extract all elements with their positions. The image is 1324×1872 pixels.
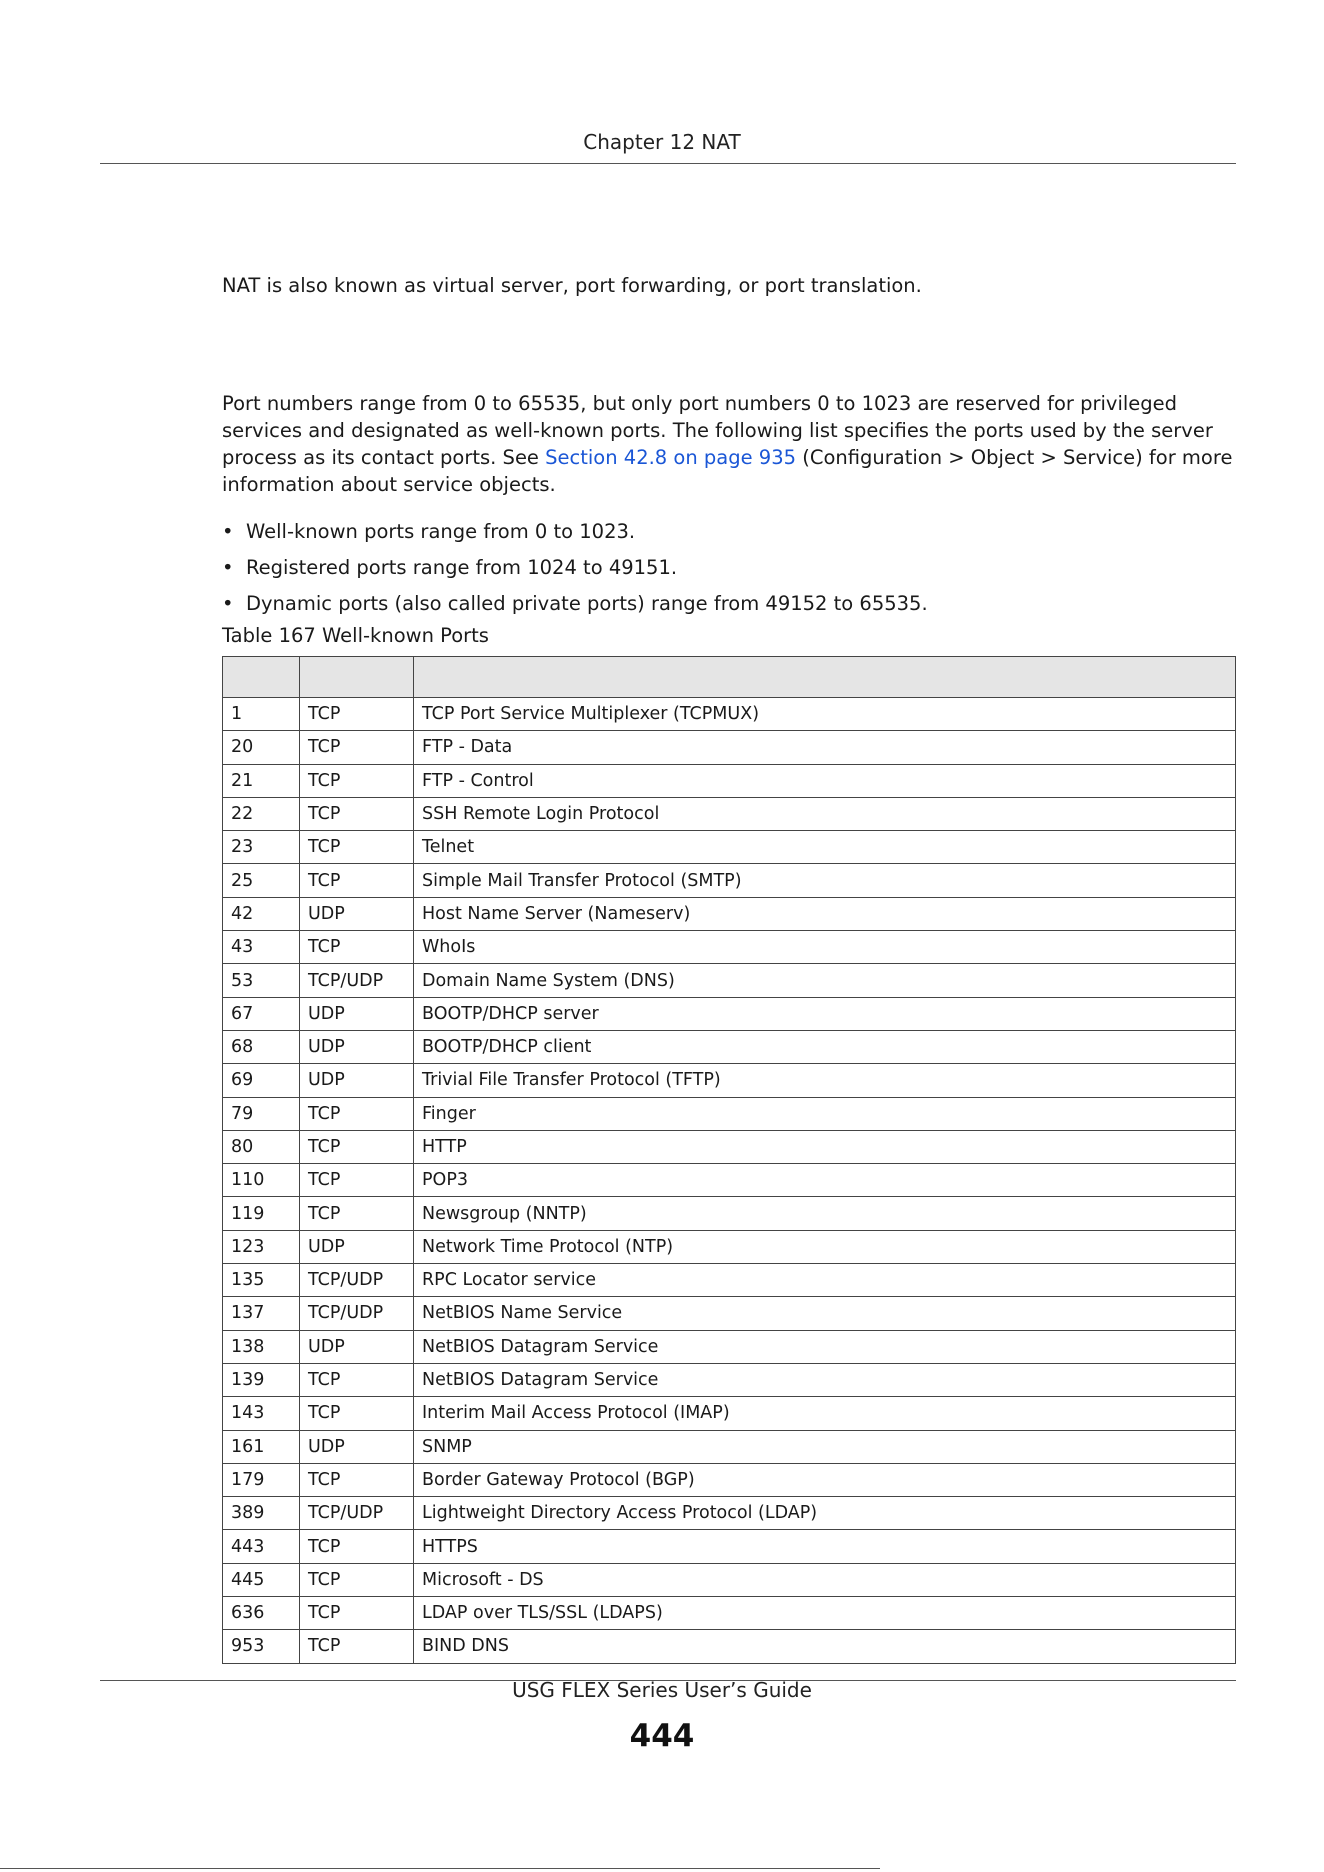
- protocol-cell: TCP: [300, 1630, 414, 1663]
- port-cell: 20: [223, 731, 300, 764]
- protocol-cell: TCP: [300, 797, 414, 830]
- service-cell: Simple Mail Transfer Protocol (SMTP): [414, 864, 1236, 897]
- table-row: [223, 1164, 1236, 1197]
- header-cell: [300, 657, 414, 698]
- protocol-cell: UDP: [300, 997, 414, 1030]
- table-row: [223, 1130, 1236, 1163]
- port-cell: 22: [223, 797, 300, 830]
- table-body: [223, 698, 1236, 1664]
- protocol-cell: TCP: [300, 1597, 414, 1630]
- service-cell: Trivial File Transfer Protocol (TFTP): [414, 1064, 1236, 1097]
- service-cell: BOOTP/DHCP client: [414, 1030, 1236, 1063]
- table-caption: Table 167 Well-known Ports: [222, 624, 489, 647]
- protocol-cell: TCP: [300, 1563, 414, 1596]
- service-cell: Telnet: [414, 831, 1236, 864]
- table-row: [223, 997, 1236, 1030]
- service-cell: FTP - Control: [414, 764, 1236, 797]
- table-row: [223, 1597, 1236, 1630]
- service-cell: HTTPS: [414, 1530, 1236, 1563]
- service-cell: Host Name Server (Nameserv): [414, 897, 1236, 930]
- protocol-cell: TCP: [300, 1397, 414, 1430]
- header-cell: [223, 657, 300, 698]
- port-cell: 179: [223, 1463, 300, 1496]
- table-row: [223, 731, 1236, 764]
- service-cell: Domain Name System (DNS): [414, 964, 1236, 997]
- port-cell: 161: [223, 1430, 300, 1463]
- table-row: [223, 1630, 1236, 1663]
- protocol-cell: UDP: [300, 1430, 414, 1463]
- port-cell: 79: [223, 1097, 300, 1130]
- protocol-cell: TCP: [300, 931, 414, 964]
- service-cell: Finger: [414, 1097, 1236, 1130]
- service-cell: Network Time Protocol (NTP): [414, 1230, 1236, 1263]
- table-row: [223, 1030, 1236, 1063]
- port-cell: 68: [223, 1030, 300, 1063]
- service-cell: SNMP: [414, 1430, 1236, 1463]
- list-item: [222, 518, 1236, 545]
- protocol-cell: UDP: [300, 1230, 414, 1263]
- port-cell: 1: [223, 698, 300, 731]
- table-row: [223, 1264, 1236, 1297]
- port-cell: 67: [223, 997, 300, 1030]
- protocol-cell: TCP: [300, 1530, 414, 1563]
- service-cell: NetBIOS Name Service: [414, 1297, 1236, 1330]
- table-row: [223, 698, 1236, 731]
- service-cell: WhoIs: [414, 931, 1236, 964]
- service-cell: FTP - Data: [414, 731, 1236, 764]
- table-row: [223, 831, 1236, 864]
- service-cell: Newsgroup (NNTP): [414, 1197, 1236, 1230]
- table-row: [223, 797, 1236, 830]
- protocol-cell: TCP: [300, 1363, 414, 1396]
- protocol-cell: TCP: [300, 1130, 414, 1163]
- protocol-cell: TCP/UDP: [300, 1297, 414, 1330]
- port-cell: 110: [223, 1164, 300, 1197]
- port-range-list: [222, 518, 1236, 626]
- bullet-icon: •: [222, 556, 234, 579]
- service-cell: LDAP over TLS/SSL (LDAPS): [414, 1597, 1236, 1630]
- port-cell: 25: [223, 864, 300, 897]
- port-cell: 139: [223, 1363, 300, 1396]
- service-cell: SSH Remote Login Protocol: [414, 797, 1236, 830]
- protocol-cell: TCP: [300, 764, 414, 797]
- port-cell: 636: [223, 1597, 300, 1630]
- list-item-text: Well-known ports range from 0 to 1023.: [246, 520, 636, 543]
- service-cell: BIND DNS: [414, 1630, 1236, 1663]
- section-link[interactable]: Section 42.8 on page 935: [545, 446, 797, 469]
- service-cell: POP3: [414, 1164, 1236, 1197]
- port-cell: 53: [223, 964, 300, 997]
- table-row: [223, 764, 1236, 797]
- table-row: [223, 1530, 1236, 1563]
- table-row: [223, 964, 1236, 997]
- list-item-text: Registered ports range from 1024 to 49151.: [246, 556, 678, 579]
- port-cell: 138: [223, 1330, 300, 1363]
- service-cell: Microsoft - DS: [414, 1563, 1236, 1596]
- service-cell: HTTP: [414, 1130, 1236, 1163]
- port-cell: 443: [223, 1530, 300, 1563]
- port-cell: 69: [223, 1064, 300, 1097]
- service-cell: Lightweight Directory Access Protocol (LDAP): [414, 1497, 1236, 1530]
- table-row: [223, 1297, 1236, 1330]
- table-row: [223, 931, 1236, 964]
- header-rule: [100, 163, 1236, 164]
- protocol-cell: TCP/UDP: [300, 1264, 414, 1297]
- port-cell: 23: [223, 831, 300, 864]
- table-row: [223, 1197, 1236, 1230]
- port-cell: 953: [223, 1630, 300, 1663]
- header-cell: [414, 657, 1236, 698]
- chapter-title: Chapter 12 NAT: [583, 130, 741, 154]
- list-item: [222, 590, 1236, 617]
- table-row: [223, 1563, 1236, 1596]
- port-cell: 42: [223, 897, 300, 930]
- service-cell: NetBIOS Datagram Service: [414, 1330, 1236, 1363]
- protocol-cell: TCP/UDP: [300, 1497, 414, 1530]
- protocol-cell: TCP: [300, 698, 414, 731]
- port-cell: 389: [223, 1497, 300, 1530]
- port-cell: 445: [223, 1563, 300, 1596]
- port-cell: 135: [223, 1264, 300, 1297]
- protocol-cell: UDP: [300, 1064, 414, 1097]
- table-row: [223, 1363, 1236, 1396]
- table-header-row: [223, 657, 1236, 698]
- service-cell: NetBIOS Datagram Service: [414, 1363, 1236, 1396]
- port-cell: 80: [223, 1130, 300, 1163]
- protocol-cell: UDP: [300, 897, 414, 930]
- service-cell: RPC Locator service: [414, 1264, 1236, 1297]
- paragraph-text-end: (Configuration > Object > Service) for more information about service objects.: [222, 446, 1233, 496]
- protocol-cell: TCP: [300, 1097, 414, 1130]
- protocol-cell: TCP: [300, 864, 414, 897]
- service-cell: Interim Mail Access Protocol (IMAP): [414, 1397, 1236, 1430]
- protocol-cell: TCP: [300, 831, 414, 864]
- table-row: [223, 1097, 1236, 1130]
- protocol-cell: UDP: [300, 1330, 414, 1363]
- table-row: [223, 1330, 1236, 1363]
- table-row: [223, 1497, 1236, 1530]
- port-cell: 119: [223, 1197, 300, 1230]
- table-row: [223, 1230, 1236, 1263]
- service-cell: BOOTP/DHCP server: [414, 997, 1236, 1030]
- port-cell: 137: [223, 1297, 300, 1330]
- table-row: [223, 897, 1236, 930]
- port-cell: 21: [223, 764, 300, 797]
- guide-title: USG FLEX Series User’s Guide: [512, 1678, 812, 1702]
- service-cell: Border Gateway Protocol (BGP): [414, 1463, 1236, 1496]
- protocol-cell: TCP: [300, 731, 414, 764]
- page-number: 444: [629, 1718, 695, 1754]
- paragraph-text-start: Port numbers range from 0 to 65535, but only port numbers 0 to 1023 are reserved for privileged services and designated as well-known ports. The following list specifies the ports used by the server process as its contact ports. See: [222, 392, 1213, 469]
- protocol-cell: TCP: [300, 1164, 414, 1197]
- service-cell: TCP Port Service Multiplexer (TCPMUX): [414, 698, 1236, 731]
- list-item: [222, 554, 1236, 581]
- port-range-paragraph: [222, 390, 1236, 498]
- protocol-cell: TCP: [300, 1463, 414, 1496]
- port-cell: 143: [223, 1397, 300, 1430]
- bullet-icon: •: [222, 520, 234, 543]
- intro-text: NAT is also known as virtual server, port forwarding, or port translation.: [222, 274, 922, 297]
- table-row: [223, 1397, 1236, 1430]
- table-row: [223, 864, 1236, 897]
- protocol-cell: TCP: [300, 1197, 414, 1230]
- page-edge-line: [0, 1868, 880, 1869]
- port-cell: 123: [223, 1230, 300, 1263]
- protocol-cell: UDP: [300, 1030, 414, 1063]
- table-row: [223, 1430, 1236, 1463]
- table-row: [223, 1064, 1236, 1097]
- list-item-text: Dynamic ports (also called private ports) range from 49152 to 65535.: [246, 592, 928, 615]
- bullet-icon: •: [222, 592, 234, 615]
- port-cell: 43: [223, 931, 300, 964]
- well-known-ports-table: [222, 656, 1236, 1664]
- protocol-cell: TCP/UDP: [300, 964, 414, 997]
- table-row: [223, 1463, 1236, 1496]
